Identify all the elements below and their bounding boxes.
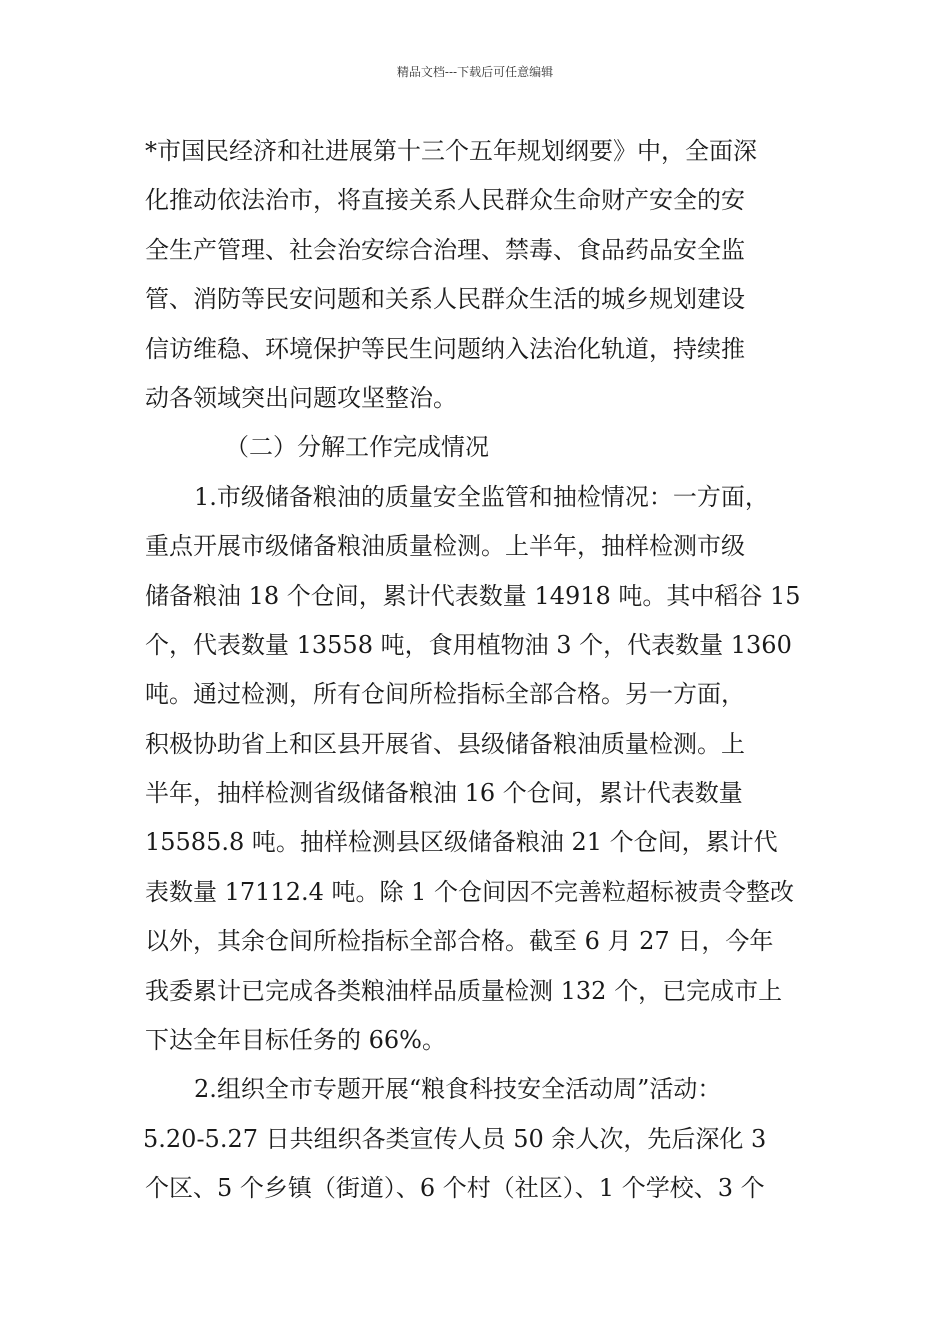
text-line: 2.组织全市专题开展“粮食科技安全活动周”活动： [194, 1075, 722, 1104]
text-line: 以外，其余仓间所检指标全部合格。截至 6 月 27 日，今年 [145, 927, 774, 956]
text-line: 化推动依法治市，将直接关系人民群众生命财产安全的安 [145, 186, 745, 215]
text-line: 吨。通过检测，所有仓间所检指标全部合格。另一方面， [145, 680, 745, 709]
text-line: 储备粮油 18 个仓间，累计代表数量 14918 吨。其中稻谷 15 [145, 581, 801, 610]
text-line: 5.20-5.27 日共组织各类宣传人员 50 余人次，先后深化 3 [143, 1124, 767, 1153]
text-line: 下达全年目标任务的 66%。 [145, 1026, 446, 1055]
text-line: 1.市级储备粮油的质量安全监管和抽检情况：一方面， [194, 482, 769, 511]
text-line: 个，代表数量 13558 吨，食用植物油 3 个，代表数量 1360 [145, 630, 792, 659]
text-line: 我委累计已完成各类粮油样品质量检测 132 个，已完成市上 [145, 976, 783, 1005]
text-line: 管、消防等民安问题和关系人民群众生活的城乡规划建设 [145, 285, 745, 314]
page-header: 精品文档---下载后可任意编辑 [396, 65, 554, 79]
text-line: *市国民经济和社进展第十三个五年规划纲要》中，全面深 [145, 137, 757, 165]
text-line: 积极协助省上和区县开展省、县级储备粮油质量检测。上 [145, 729, 745, 758]
text-line: 个区、5 个乡镇（街道）、6 个村（社区）、1 个学校、3 个 [145, 1174, 765, 1203]
text-line: 表数量 17112.4 吨。除 1 个仓间因不完善粒超标被责令整改 [145, 877, 795, 906]
text-line: 半年，抽样检测省级储备粮油 16 个仓间，累计代表数量 [145, 779, 743, 808]
text-line: 重点开展市级储备粮油质量检测。上半年，抽样检测市级 [145, 532, 745, 561]
text-line: 全生产管理、社会治安综合治理、禁毒、食品药品安全监 [145, 235, 745, 264]
section-heading: （二）分解工作完成情况 [225, 433, 489, 462]
text-line: 动各领域突出问题攻坚整治。 [145, 383, 457, 412]
text-line: 15585.8 吨。抽样检测县区级储备粮油 21 个仓间，累计代 [145, 828, 778, 857]
text-line: 信访维稳、环境保护等民生问题纳入法治化轨道，持续推 [145, 334, 745, 363]
document-body [145, 127, 825, 1214]
